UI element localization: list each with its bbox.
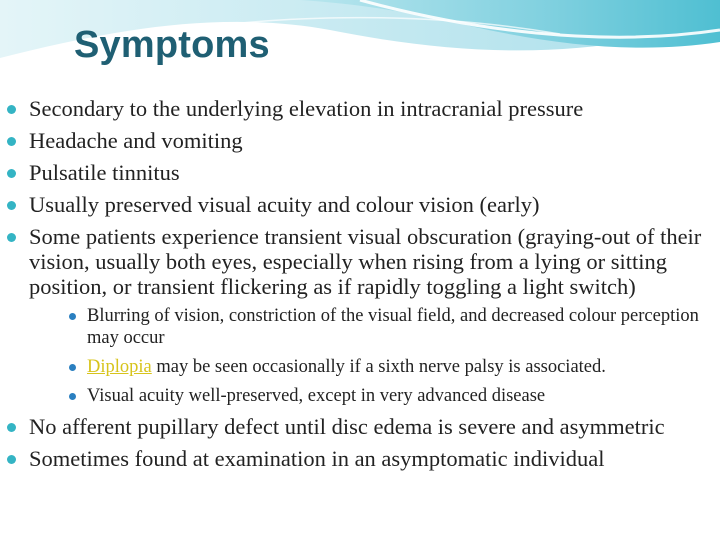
diplopia-link[interactable]: Diplopia xyxy=(87,357,152,377)
slide-title: Symptoms xyxy=(74,24,270,66)
list-item: No afferent pupillary defect until disc edema is severe and asymmetric xyxy=(0,414,720,439)
list-item: Headache and vomiting xyxy=(0,128,720,153)
sub-bullet-icon xyxy=(69,393,76,400)
list-item: Pulsatile tinnitus xyxy=(0,160,720,185)
sub-bullet-icon xyxy=(69,364,76,371)
bullet-icon xyxy=(7,169,16,178)
list-item: Sometimes found at examination in an asymptomatic individual xyxy=(0,446,720,471)
bullet-icon xyxy=(7,455,16,464)
list-item: Usually preserved visual acuity and colour vision (early) xyxy=(0,192,720,217)
bullet-icon xyxy=(7,105,16,114)
sub-list-item: Visual acuity well-preserved, except in very advanced disease xyxy=(29,385,712,407)
bullet-icon xyxy=(7,423,16,432)
bullet-icon xyxy=(7,137,16,146)
sub-bullet-list xyxy=(29,305,712,407)
bullet-icon xyxy=(7,233,16,242)
bullet-icon xyxy=(7,201,16,210)
sub-list-item: Diplopia may be seen occasionally if a sixth nerve palsy is associated. xyxy=(29,356,712,378)
sub-list-item: Blurring of vision, constriction of the visual field, and decreased colour perception may occur xyxy=(29,305,712,349)
list-item: Secondary to the underlying elevation in intracranial pressure xyxy=(0,96,720,121)
sub-bullet-icon xyxy=(69,313,76,320)
bullet-list-container xyxy=(0,96,720,478)
list-item: Some patients experience transient visual obscuration (graying-out of their vision, usually both eyes, especially when rising from a lying or sitting position, or transient flickering as if rapidly toggling a light switch) Blurring of vision, constriction of the visual field, and decreased colour perception may occur Diplopia may be seen occasionally if a sixth nerve palsy is associated. Visual acuity well-preserved, except in very advanced disease xyxy=(0,224,720,407)
bullet-list xyxy=(0,96,720,471)
